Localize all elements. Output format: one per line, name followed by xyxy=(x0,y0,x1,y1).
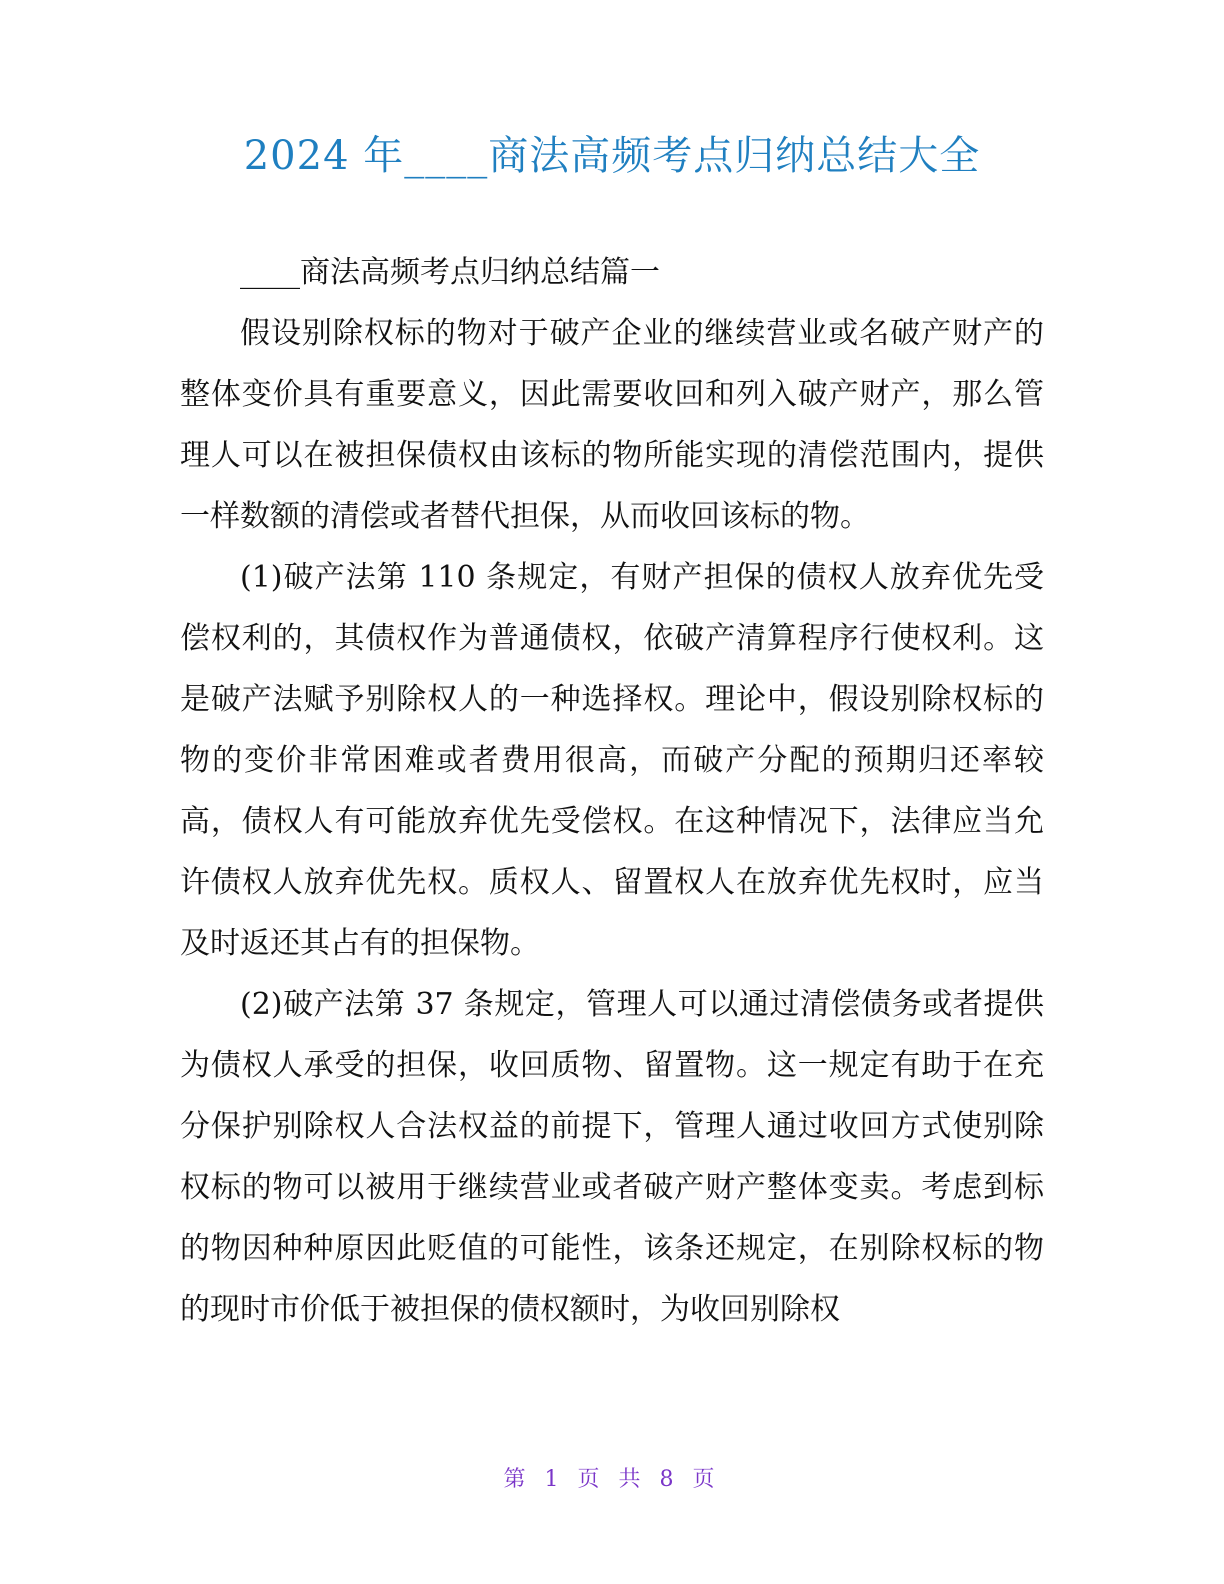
document-body xyxy=(180,242,1044,1340)
document-title: 2024 年____商法高频考点归纳总结大全 xyxy=(243,133,981,179)
paragraph-3: (2)破产法第 37 条规定，管理人可以通过清偿债务或者提供为债权人承受的担保，收回质物、留置物。这一规定有助于在充分保护别除权人合法权益的前提下，管理人通过收回方式使别除权标的物可以被用于继续营业或者破产财产整体变卖。考虑到标的物因种种原因此贬值的可能性，该条还规定，在别除权标的物的现时市价低于被担保的债权额时，为收回别除权 xyxy=(180,987,1044,1327)
section-heading: ____商法高频考点归纳总结篇一 xyxy=(240,255,660,290)
page-number-footer: 第 1 页 共 8 页 xyxy=(503,1467,721,1492)
paragraph-1: 假设别除权标的物对于破产企业的继续营业或名破产财产的整体变价具有重要意义，因此需要收回和列入破产财产，那么管理人可以在被担保债权由该标的物所能实现的清偿范围内，提供一样数额的清偿或者替代担保，从而收回该标的物。 xyxy=(180,316,1044,534)
paragraph-2: (1)破产法第 110 条规定，有财产担保的债权人放弃优先受偿权利的，其债权作为普通债权，依破产清算程序行使权利。这是破产法赋予别除权人的一种选择权。理论中，假设别除权标的物的变价非常困难或者费用很高，而破产分配的预期归还率较高，债权人有可能放弃优先受偿权。在这种情况下，法律应当允许债权人放弃优先权。质权人、留置权人在放弃优先权时，应当及时返还其占有的担保物。 xyxy=(180,560,1044,961)
